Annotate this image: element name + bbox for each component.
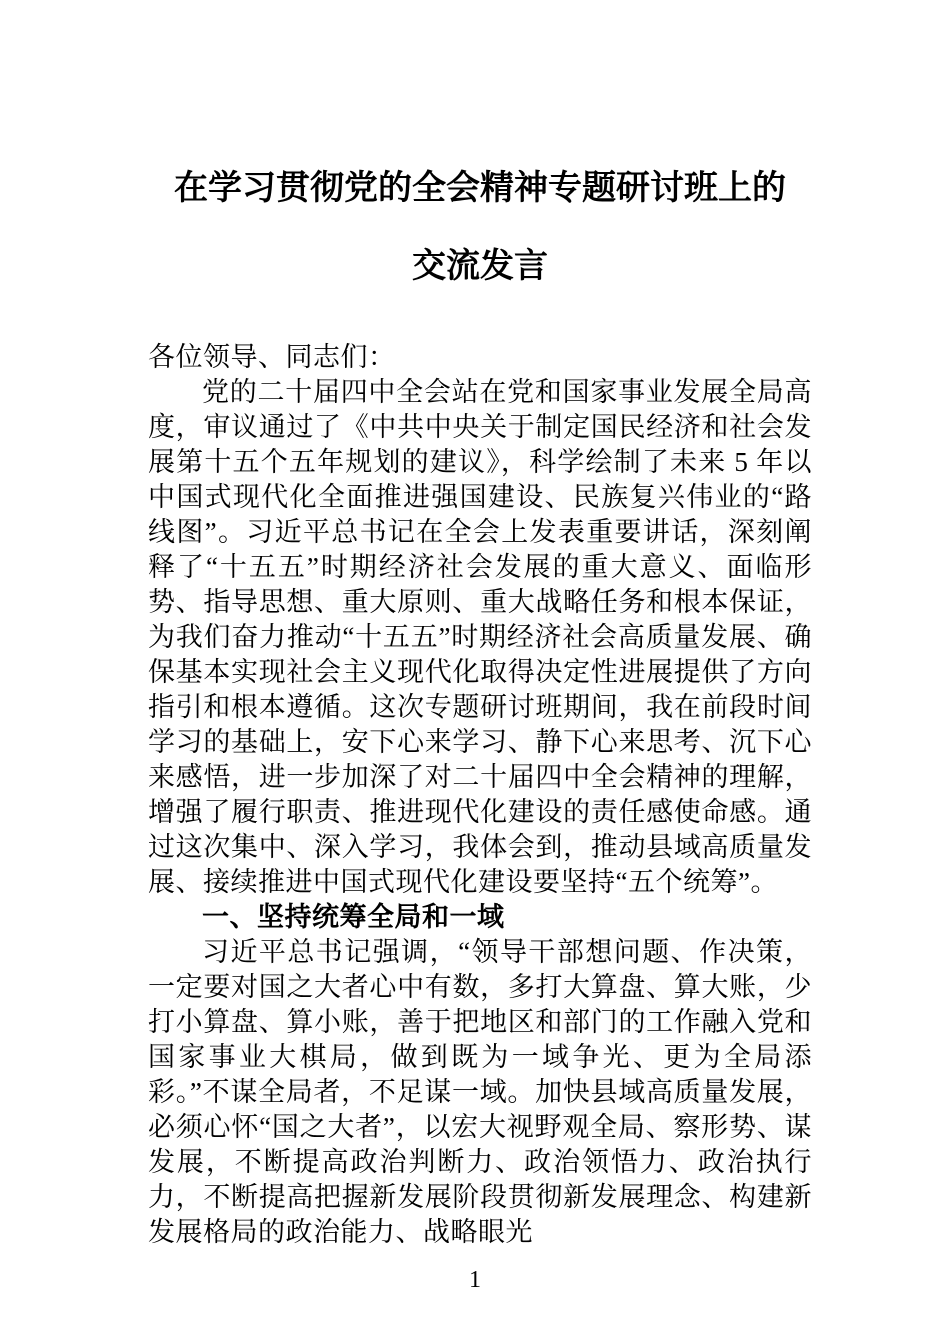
salutation: 各位领导、同志们： bbox=[148, 342, 396, 372]
document-title bbox=[148, 150, 812, 306]
title-line-2: 交流发言 bbox=[412, 248, 548, 285]
title-line-1: 在学习贯彻党的全会精神专题研讨班上的 bbox=[174, 170, 786, 207]
section-heading-1: 一、坚持统筹全局和一域 bbox=[202, 902, 505, 932]
page-number: 1 bbox=[469, 1267, 481, 1293]
paragraph-2: 习近平总书记强调，“领导干部想问题、作决策，一定要对国之大者心中有数，多打大算盘、算大账，少打小算盘、算小账，善于把地区和部门的工作融入党和国家事业大棋局，做到既为一域争光、更为全局添彩。”不谋全局者，不足谋一域。加快县域高质量发展，必须心怀“国之大者”，以宏大视野观全局、察形势、谋发展，不断提高政治判断力、政治领悟力、政治执行力，不断提高把握新发展阶段贯彻新发展理念、构建新发展格局的政治能力、战略眼光 bbox=[148, 937, 812, 1247]
paragraph-1: 党的二十届四中全会站在党和国家事业发展全局高度，审议通过了《中共中央关于制定国民经济和社会发展第十五个五年规划的建议》，科学绘制了未来 5 年以中国式现代化全面推进强国建设、民族复兴伟业的“路线图”。习近平总书记在全会上发表重要讲话，深刻阐释了“十五五”时期经济社会发展的重大意义、面临形势、指导思想、重大原则、重大战略任务和根本保证，为我们奋力推动“十五五”时期经济社会高质量发展、确保基本实现社会主义现代化取得决定性进展提供了方向指引和根本遵循。这次专题研讨班期间，我在前段时间学习的基础上，安下心来学习、静下心来思考、沉下心来感悟，进一步加深了对二十届四中全会精神的理解，增强了履行职责、推进现代化建设的责任感使命感。通过这次集中、深入学习，我体会到，推动县域高质量发展、接续推进中国式现代化建设要坚持“五个统筹”。 bbox=[148, 377, 812, 897]
